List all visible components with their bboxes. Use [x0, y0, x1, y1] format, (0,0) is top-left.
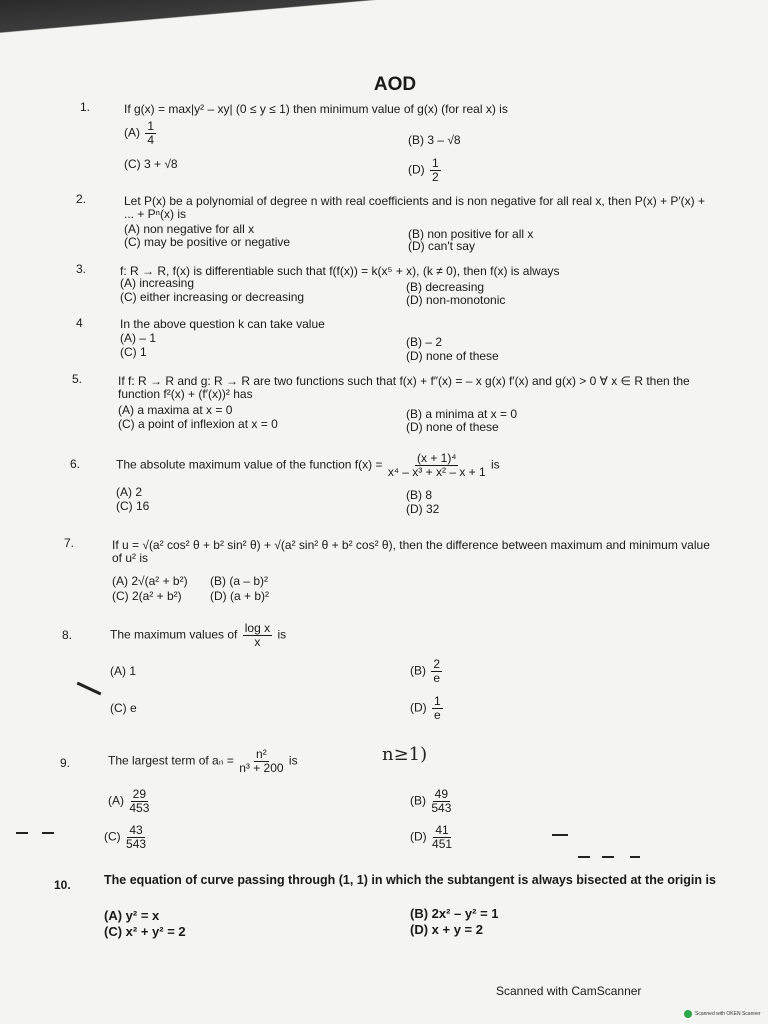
q6-option-d: (D) 32 — [406, 502, 440, 516]
q10-option-c: (C) x² + y² = 2 — [104, 924, 186, 939]
q9-stem: The largest term of aₙ = $\frac{\text{n²}}{\text{n³ + 200}}$ is — [108, 747, 298, 775]
q2-stem: Let P(x) be a polynomial of degree n with real coefficients and is non negative for all real x, then P(x) + P′(x) + ... + Pⁿ(x) is — [124, 194, 705, 221]
q5-option-c: (C) a point of inflexion at x = 0 — [118, 417, 278, 431]
pen-mark — [42, 832, 54, 834]
q3-stem: f: R → R, f(x) is differentiable such that f(f(x)) = k(x⁵ + x), (k ≠ 0), then f(x) is always — [120, 264, 560, 278]
pen-mark — [77, 682, 102, 696]
q6-number: 6. — [70, 457, 81, 471]
q3-option-d: (D) non-monotonic — [406, 293, 506, 307]
q10-option-b: (B) 2x² – y² = 1 — [410, 906, 499, 921]
q1-option-c: (C) 3 + √8 — [124, 157, 178, 171]
q1-number: 1. — [80, 100, 91, 114]
q2-option-d: (D) can't say — [408, 239, 475, 253]
pen-mark — [602, 856, 614, 858]
q1-option-a: (A) $\frac{1}{4}$ — [124, 119, 155, 147]
q3-option-b: (B) decreasing — [406, 280, 485, 294]
pen-mark — [16, 832, 28, 834]
q9-option-b: (B) $\frac{49}{543}$ — [410, 787, 452, 815]
q8-option-c: (C) e — [110, 701, 137, 715]
q4-option-a: (A) – 1 — [120, 331, 157, 345]
q2-number: 2. — [76, 192, 87, 206]
q8-number: 8. — [62, 628, 73, 642]
q10-number: 10. — [54, 878, 71, 892]
q7-option-c: (C) 2(a² + b²) — [112, 589, 182, 603]
scanner-badge: Scanned with OKEN Scanner — [684, 1010, 761, 1018]
pen-mark — [578, 856, 590, 858]
scan-edge-shadow — [0, 0, 768, 40]
q2-option-c: (C) may be positive or negative — [124, 235, 291, 249]
q3-number: 3. — [76, 262, 87, 276]
handwritten-note: n≥1) — [382, 744, 428, 765]
pen-mark — [552, 834, 568, 836]
q7-option-a: (A) 2√(a² + b²) — [112, 574, 188, 588]
q7-option-d: (D) (a + b)² — [210, 589, 270, 603]
q8-option-d: (D) $\frac{1}{e}$ — [410, 694, 441, 722]
q6-option-a: (A) 2 — [116, 485, 143, 499]
q1-stem: If g(x) = max|y² – xy| (0 ≤ y ≤ 1) then minimum value of g(x) (for real x) is — [124, 102, 508, 116]
q4-option-b: (B) – 2 — [406, 335, 443, 349]
q10-option-a: (A) y² = x — [104, 908, 160, 923]
q8-option-a: (A) 1 — [110, 664, 137, 678]
q5-option-a: (A) a maxima at x = 0 — [118, 403, 233, 417]
q9-option-d: (D) $\frac{41}{451}$ — [410, 823, 453, 851]
q6-stem: The absolute maximum value of the function f(x) = $\frac{\text{(x + 1)⁴}}{\text{x⁴ – x³ + x² – x + 1}}$ is — [116, 451, 500, 479]
q4-number: 4 — [76, 316, 83, 330]
q1-option-d: (D) $\frac{1}{2}$ — [408, 156, 439, 184]
q5-option-b: (B) a minima at x = 0 — [406, 407, 518, 421]
q7-option-b: (B) (a – b)² — [210, 574, 269, 588]
q10-stem: The equation of curve passing through (1, 1) in which the subtangent is always bisected at the origin is — [104, 873, 716, 887]
scanner-footer: Scanned with CamScanner — [496, 984, 642, 998]
q9-option-a: (A) $\frac{29}{453}$ — [108, 787, 150, 815]
q10-option-d: (D) x + y = 2 — [410, 922, 483, 937]
q2-option-a: (A) non negative for all x — [124, 222, 255, 236]
q1-option-b: (B) 3 – √8 — [408, 133, 461, 147]
q3-option-c: (C) either increasing or decreasing — [120, 290, 305, 304]
q5-option-d: (D) none of these — [406, 420, 499, 434]
q9-number: 9. — [60, 756, 71, 770]
q6-option-b: (B) 8 — [406, 488, 433, 502]
q8-option-b: (B) $\frac{2}{e}$ — [410, 657, 441, 685]
q5-number: 5. — [72, 372, 83, 386]
q2-option-b: (B) non positive for all x — [408, 227, 534, 241]
scanner-logo-icon — [684, 1010, 692, 1018]
q7-number: 7. — [64, 536, 75, 550]
q4-stem: In the above question k can take value — [120, 317, 325, 331]
page-title: AOD — [373, 74, 417, 95]
q8-stem: The maximum values of $\frac{\text{log x}}{x}$ is — [110, 621, 287, 649]
q4-option-d: (D) none of these — [406, 349, 499, 363]
q9-option-c: (C) $\frac{43}{543}$ — [104, 823, 147, 851]
pen-mark — [630, 856, 640, 858]
q3-option-a: (A) increasing — [120, 276, 195, 290]
q5-stem: If f: R → R and g: R → R are two functions such that f(x) + f″(x) = – x g(x) f′(x) and g(x) > 0 ∀ x ∈ R then the function f²(x) + (f′(x))² has — [118, 374, 690, 401]
q7-stem: If u = √(a² cos² θ + b² sin² θ) + √(a² sin² θ + b² cos² θ), then the difference between maximum and minimum value of u² is — [112, 538, 710, 565]
q6-option-c: (C) 16 — [116, 499, 150, 513]
q4-option-c: (C) 1 — [120, 345, 147, 359]
